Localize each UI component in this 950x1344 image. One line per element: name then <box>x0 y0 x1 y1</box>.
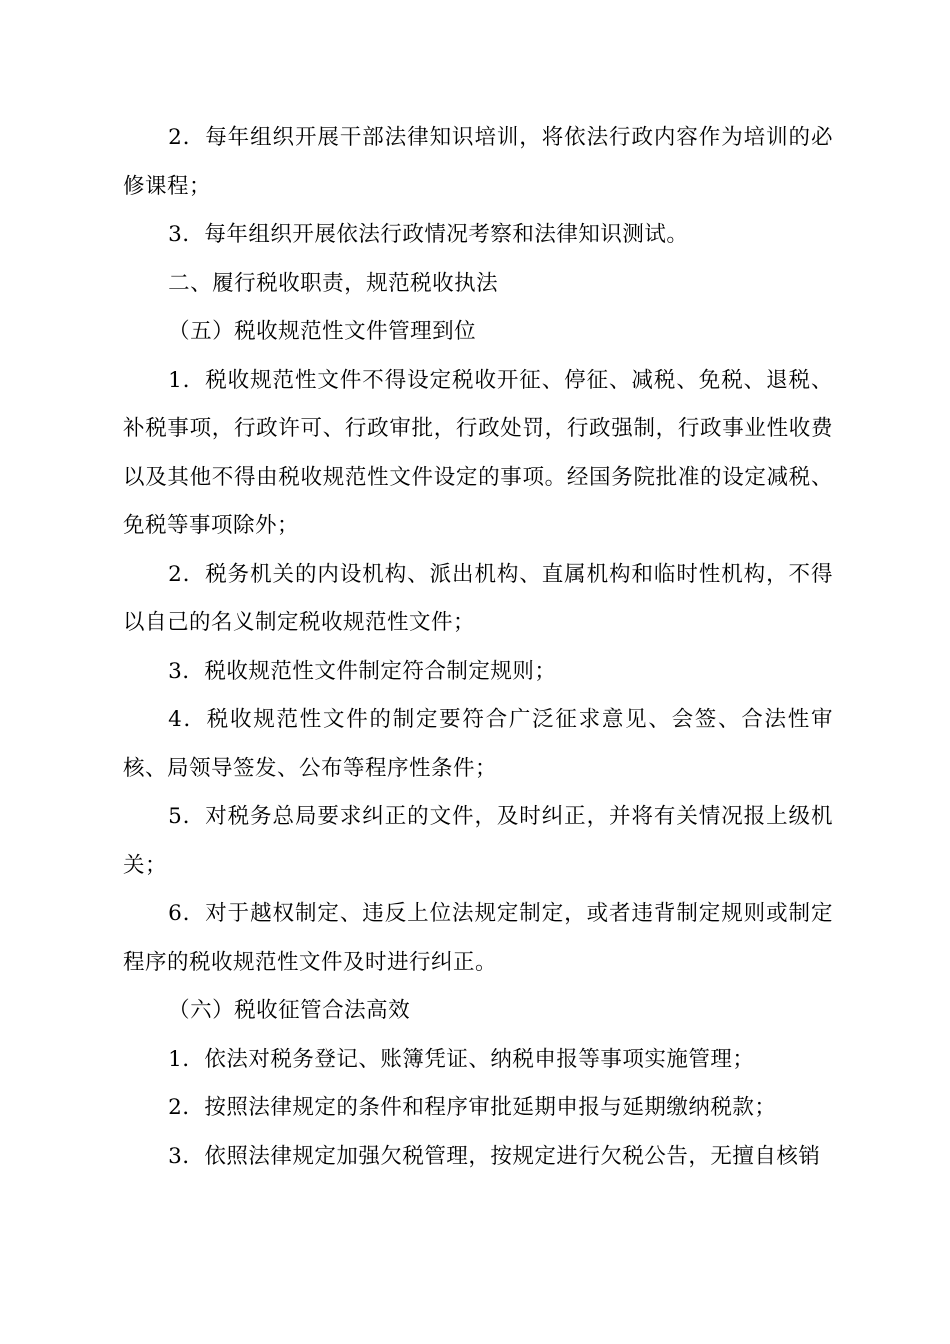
paragraph-training-course: 2．每年组织开展干部法律知识培训，将依法行政内容作为培训的必修课程； <box>123 125 833 199</box>
paragraph-item-5-2: 2．税务机关的内设机构、派出机构、直属机构和临时性机构，不得以自己的名义制定税收规范性文件； <box>123 561 833 635</box>
subsection-heading-6: （六）税收征管合法高效 <box>168 998 411 1023</box>
paragraph-item-5-3: 3．税收规范性文件制定符合制定规则； <box>168 658 557 684</box>
paragraph-item-5-4: 4．税收规范性文件的制定要符合广泛征求意见、会签、合法性审核、局领导签发、公布等程序性条件； <box>123 707 833 781</box>
paragraph-item-5-1: 1．税收规范性文件不得设定税收开征、停征、减税、免税、退税、补税事项，行政许可、行政审批，行政处罚，行政强制，行政事业性收费以及其他不得由税收规范性文件设定的事项。经国务院批准的设定减税、免税等事项除外； <box>123 367 833 538</box>
paragraph-item-6-1: 1．依法对税务登记、账簿凭证、纳税申报等事项实施管理； <box>168 1046 755 1072</box>
paragraph-assessment-test: 3．每年组织开展依法行政情况考察和法律知识测试。 <box>168 222 689 247</box>
section-heading-2: 二、履行税收职责，规范税收执法 <box>168 270 499 296</box>
paragraph-item-5-6: 6．对于越权制定、违反上位法规定制定，或者违背制定规则或制定程序的税收规范性文件及时进行纠正。 <box>123 901 833 975</box>
paragraph-item-6-2: 2．按照法律规定的条件和程序审批延期申报与延期缴纳税款； <box>168 1095 777 1120</box>
paragraph-item-5-5: 5．对税务总局要求纠正的文件，及时纠正，并将有关情况报上级机关； <box>123 804 833 878</box>
paragraph-item-6-3: 3．依照法律规定加强欠税管理，按规定进行欠税公告，无擅自核销 <box>168 1143 821 1169</box>
document-body <box>123 114 833 1181</box>
subsection-heading-5: （五）税收规范性文件管理到位 <box>168 319 477 344</box>
